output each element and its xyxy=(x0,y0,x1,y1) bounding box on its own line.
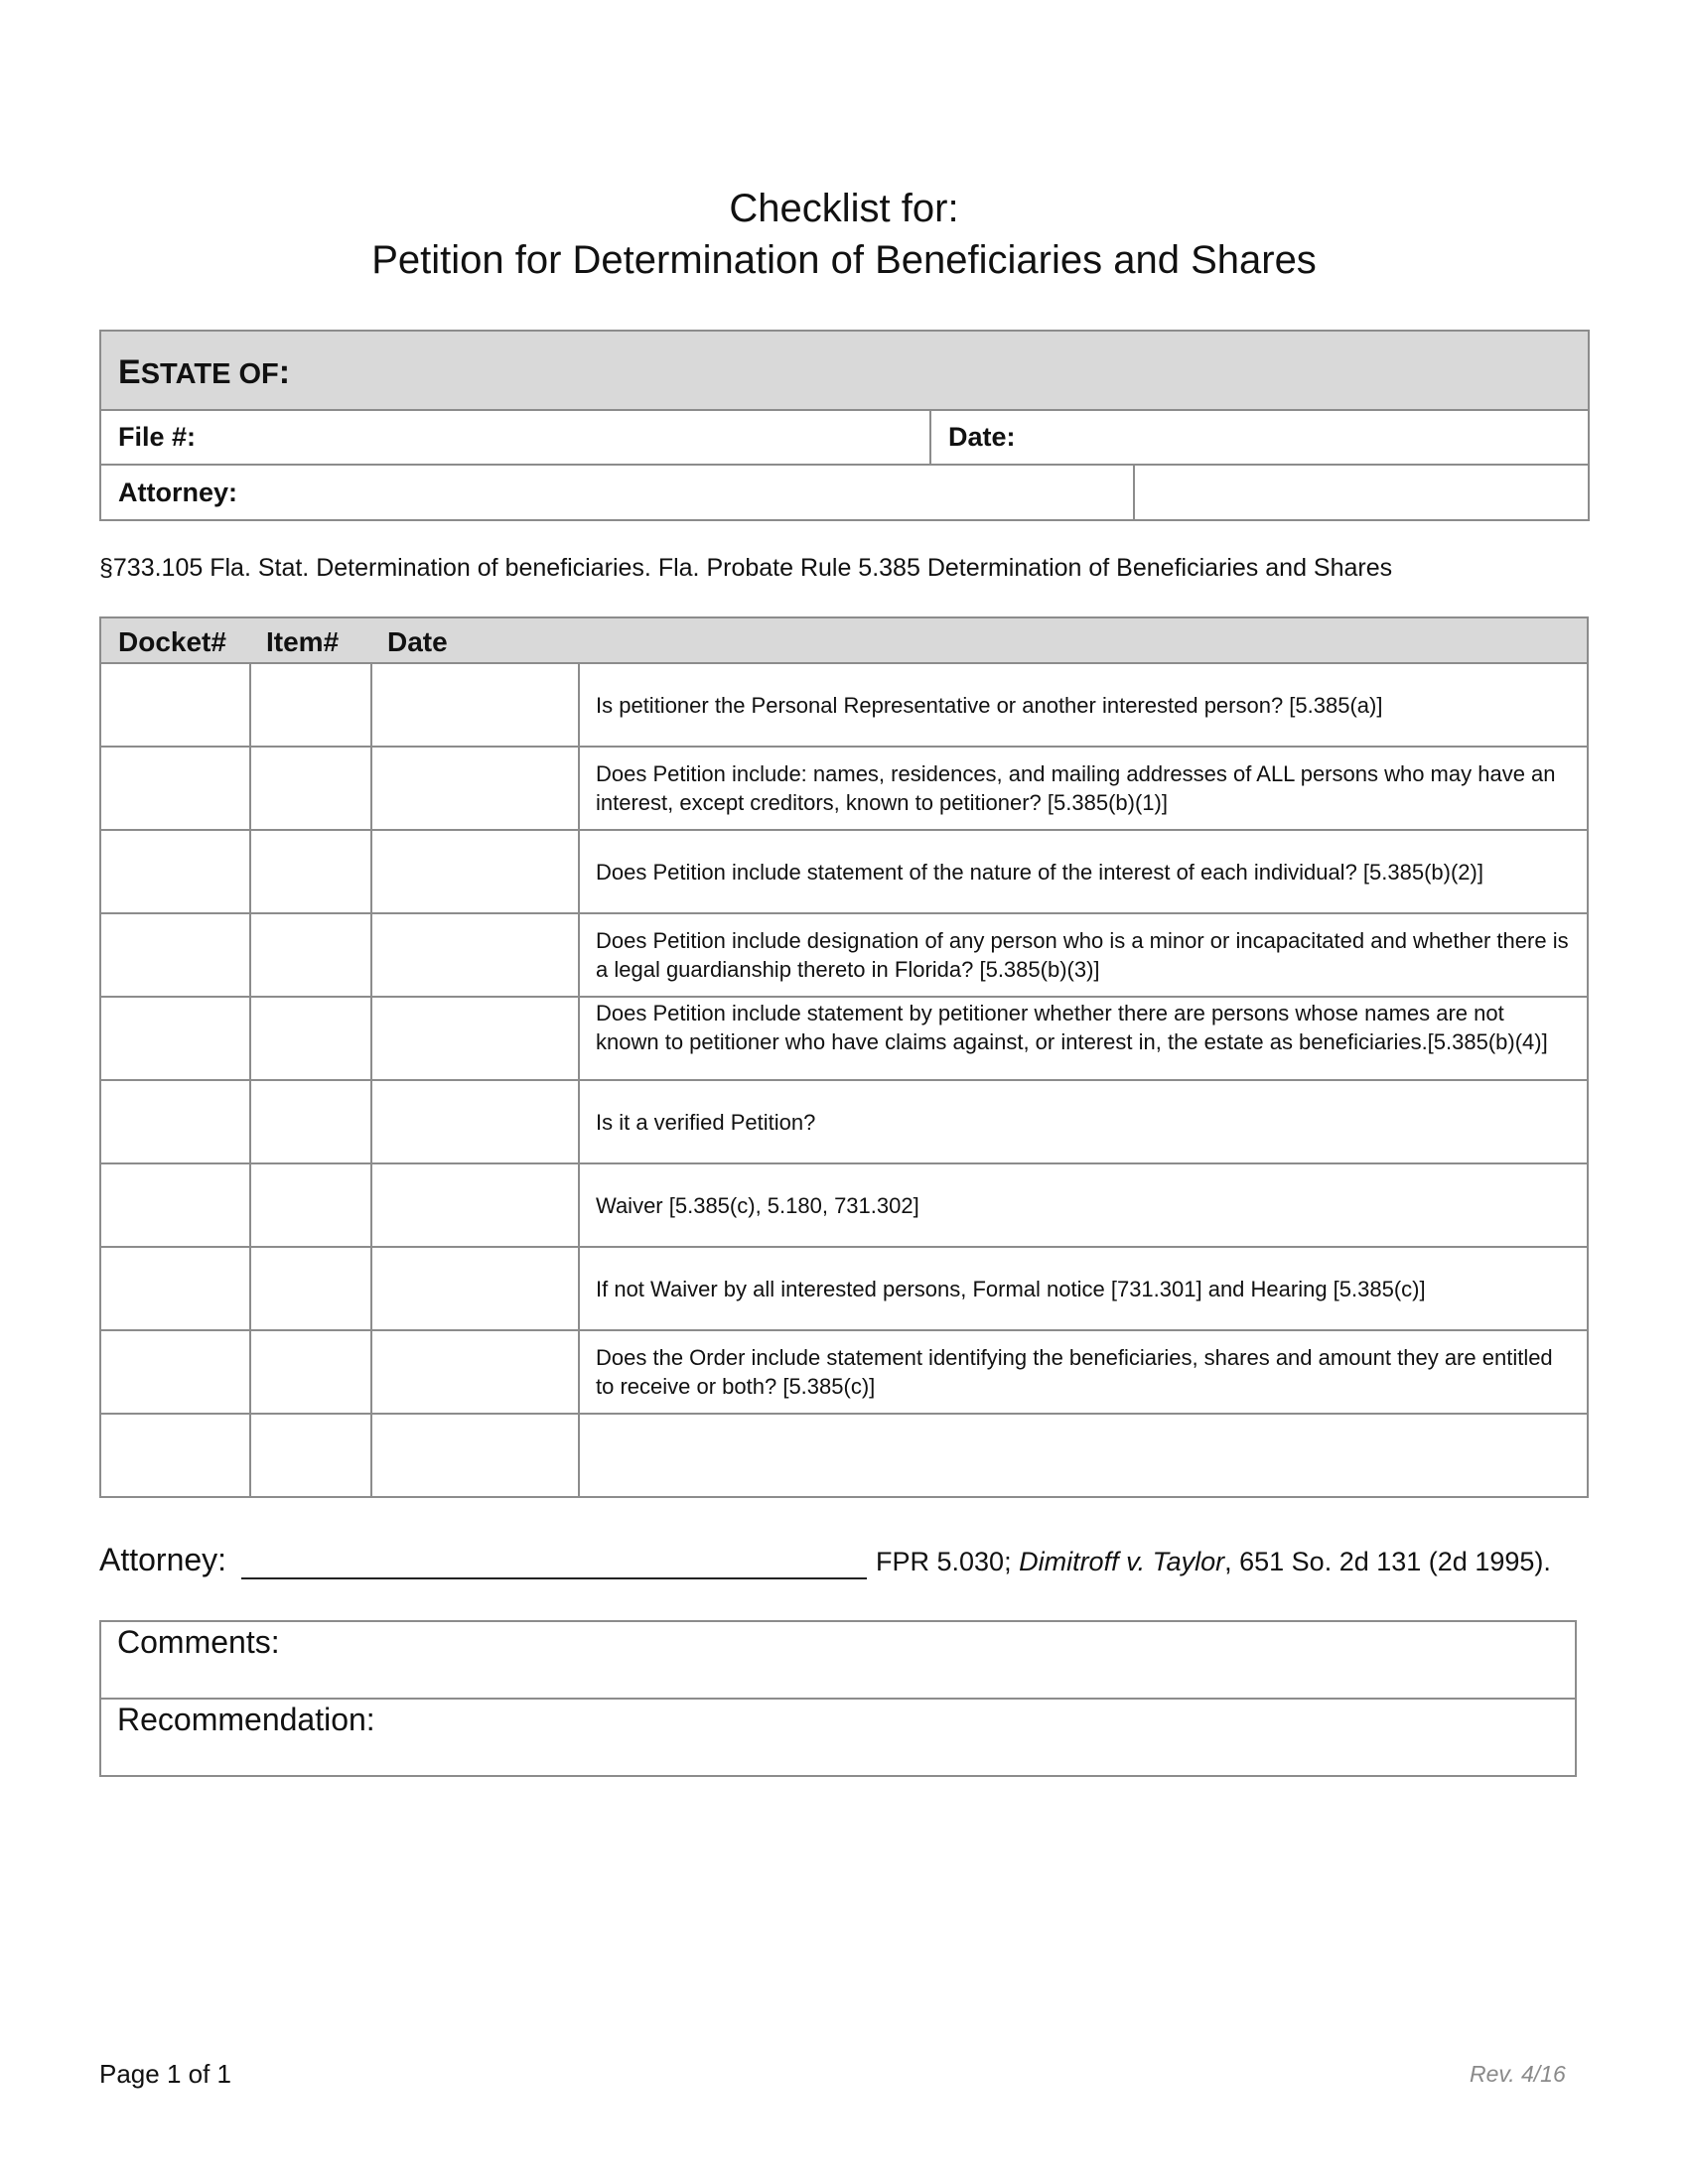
checklist-question xyxy=(596,1415,1569,1496)
table-row xyxy=(101,1248,1587,1331)
checklist-question: Does the Order include statement identifying the beneficiaries, shares and amount they are entitled to receive or both? [5.385(c)] xyxy=(596,1345,1553,1399)
title-line-1: Checklist for: xyxy=(729,187,959,230)
statute-reference: §733.105 Fla. Stat. Determination of beneficiaries. Fla. Probate Rule 5.385 Determination of Beneficiaries and Shares xyxy=(99,554,1393,582)
checklist-question: Is petitioner the Personal Representative or another interested person? [5.385(a)] xyxy=(596,692,1383,718)
checklist-question: If not Waiver by all interested persons, Formal notice [731.301] and Hearing [5.385(c)] xyxy=(596,1276,1426,1301)
attorney-row xyxy=(101,466,1588,519)
header-docket: Docket# xyxy=(118,626,226,657)
attorney-label: Attorney: xyxy=(118,478,237,507)
checklist-question: Does Petition include designation of any person who is a minor or incapacitated and whether there is a legal guardianship thereto in Florida? [5.385(b)(3)] xyxy=(596,928,1569,982)
table-row xyxy=(101,1331,1587,1415)
file-date-divider xyxy=(929,411,931,464)
comments-section xyxy=(101,1622,1575,1700)
revision-label: Rev. 4/16 xyxy=(1470,2061,1566,2087)
date-label: Date: xyxy=(948,422,1016,452)
recommendation-label: Recommendation: xyxy=(117,1702,375,1737)
table-row xyxy=(101,664,1587,748)
estate-of-initial: E xyxy=(118,353,141,391)
citation-prefix: FPR 5.030; xyxy=(876,1547,1020,1576)
title-line-2: Petition for Determination of Beneficiaries and Shares xyxy=(371,238,1317,282)
table-row xyxy=(101,1164,1587,1248)
citation-case-name: Dimitroff v. Taylor xyxy=(1019,1547,1225,1576)
attorney-signature-label: Attorney: xyxy=(99,1542,227,1577)
case-citation xyxy=(876,1547,1551,1577)
comments-label: Comments: xyxy=(117,1624,280,1660)
header-date: Date xyxy=(387,626,448,657)
table-row xyxy=(101,831,1587,914)
estate-of-rest: STATE OF xyxy=(140,358,279,390)
estate-info-box xyxy=(99,330,1590,521)
file-date-row xyxy=(101,411,1588,466)
checklist-question: Waiver [5.385(c), 5.180, 731.302] xyxy=(596,1192,919,1218)
table-row xyxy=(101,914,1587,998)
comments-box xyxy=(99,1620,1577,1777)
attorney-signature-line xyxy=(99,1542,1589,1585)
table-header-row xyxy=(101,618,1587,664)
checklist-question: Does Petition include statement by petitioner whether there are persons whose names are not known to petitioner who have claims against, or interest in, the estate as beneficiaries.[5.385(b)(4)] xyxy=(596,1001,1548,1054)
page-number: Page 1 of 1 xyxy=(99,2059,231,2089)
signature-rule xyxy=(241,1577,867,1579)
file-number-label: File #: xyxy=(118,422,197,452)
attorney-divider xyxy=(1133,466,1135,519)
header-item: Item# xyxy=(266,626,340,657)
checklist-table xyxy=(99,616,1589,1498)
estate-of-label xyxy=(118,353,290,392)
document-title xyxy=(0,183,1688,286)
citation-suffix: , 651 So. 2d 131 (2d 1995). xyxy=(1224,1547,1551,1576)
table-row xyxy=(101,1081,1587,1164)
checklist-question: Does Petition include: names, residences, and mailing addresses of ALL persons who may have an interest, except creditors, known to petitioner? [5.385(b)(1)] xyxy=(596,761,1556,815)
estate-of-header xyxy=(101,332,1588,411)
table-row xyxy=(101,998,1587,1081)
table-row xyxy=(101,1415,1587,1496)
checklist-question: Is it a verified Petition? xyxy=(596,1109,816,1135)
checklist-question: Does Petition include statement of the nature of the interest of each individual? [5.385(b)(2)] xyxy=(596,859,1483,885)
estate-of-colon: : xyxy=(278,353,291,391)
table-row xyxy=(101,748,1587,831)
